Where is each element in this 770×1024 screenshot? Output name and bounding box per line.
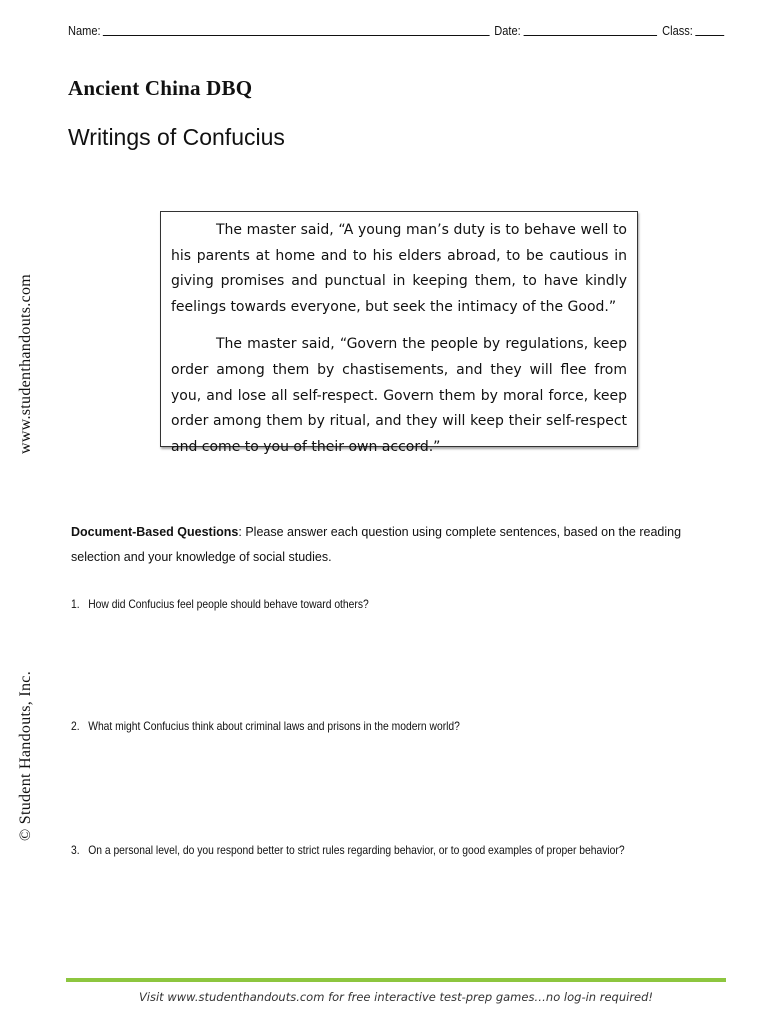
side-url-text: www.studenthandouts.com bbox=[17, 273, 35, 455]
instructions bbox=[71, 520, 711, 570]
page-title: Ancient China DBQ bbox=[68, 76, 253, 100]
side-copyright bbox=[14, 656, 38, 856]
quote-paragraph: The master said, “A young man’s duty is to behave well to his parents at home and to his elders abroad, to be cautious in giving promises and punctual in keeping them, to have kindly feelings towards everyone, but seek the intimacy of the Good.” bbox=[171, 222, 627, 315]
name-blank bbox=[103, 21, 489, 36]
side-url bbox=[14, 258, 38, 470]
question-item bbox=[71, 843, 639, 857]
question-item bbox=[71, 597, 639, 611]
instructions-text: : Please answer each question using complete sentences, based on the reading selection and your knowledge of social studies. bbox=[71, 525, 682, 564]
footer-text: Visit www.studenthandouts.com for free interactive test-prep games…no log-in required! bbox=[138, 990, 654, 1004]
question-text: What might Confucius think about criminal laws and prisons in the modern world? bbox=[88, 719, 460, 733]
question-text: On a personal level, do you respond better to strict rules regarding behavior, or to good examples of proper behavior? bbox=[88, 843, 625, 857]
date-label: Date: bbox=[494, 23, 521, 38]
question-number: 1. bbox=[71, 597, 80, 611]
footer-divider bbox=[66, 978, 726, 982]
question-number: 2. bbox=[71, 719, 80, 733]
class-blank bbox=[695, 21, 724, 36]
question-text: How did Confucius feel people should behave toward others? bbox=[88, 597, 369, 611]
question-item bbox=[71, 719, 639, 733]
name-label: Name: bbox=[68, 23, 101, 38]
quote-paragraph: The master said, “Govern the people by regulations, keep order among them by chastisements, and they will flee from you, and lose all self-respect. Govern them by moral force, keep order among them by ritual, and they will keep their self-respect and come to you of their own accord.” bbox=[171, 336, 627, 455]
instructions-label: Document-Based Questions bbox=[71, 525, 239, 539]
class-label: Class: bbox=[662, 23, 693, 38]
header-fields bbox=[68, 18, 724, 38]
side-copyright-text: © Student Handouts, Inc. bbox=[17, 670, 35, 842]
question-number: 3. bbox=[71, 843, 80, 857]
quote-box bbox=[160, 211, 638, 455]
page-subtitle: Writings of Confucius bbox=[68, 124, 285, 150]
date-blank bbox=[523, 21, 657, 36]
